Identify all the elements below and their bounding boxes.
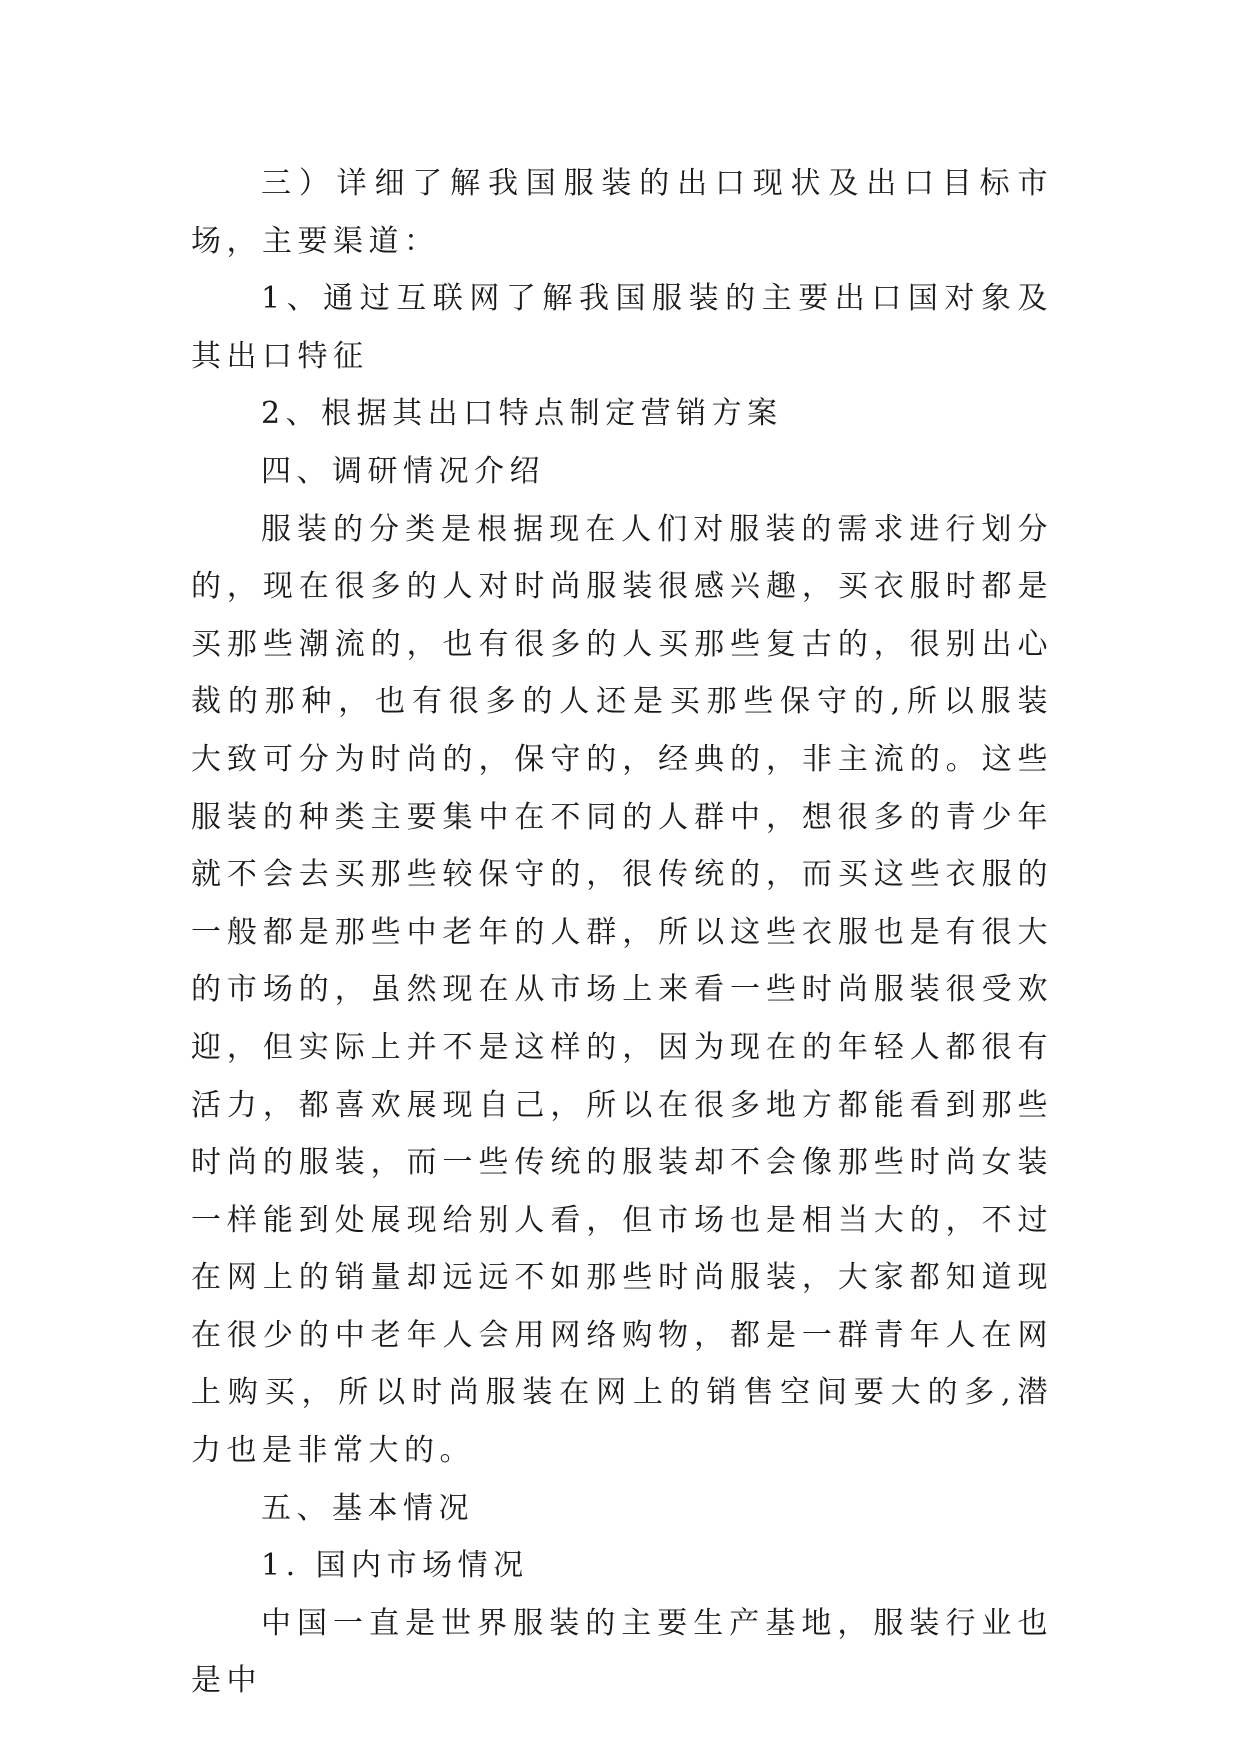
subheading-domestic-market: 1. 国内市场情况 (261, 1548, 529, 1584)
paragraph-item-2-marketing-plan: 2、根据其出口特点制定营销方案 (261, 396, 783, 432)
paragraph-china-production-base: 中国一直是世界服装的主要生产基地，服装行业也是中 (191, 1605, 1053, 1699)
section-heading-basic-situation: 五、基本情况 (261, 1490, 474, 1526)
section-heading-research-introduction: 四、调研情况介绍 (261, 453, 545, 489)
paragraph-export-research-channels: 三）详细了解我国服装的出口现状及出口目标市场，主要渠道： (191, 166, 1053, 259)
document-body (191, 155, 1053, 1710)
paragraph-item-1-internet: 1、通过互联网了解我国服装的主要出口国对象及其出口特征 (191, 281, 1053, 374)
paragraph-clothing-classification: 服装的分类是根据现在人们对服装的需求进行划分的，现在很多的人对时尚服装很感兴趣，买衣服时都是买那些潮流的，也有很多的人买那些复古的，很别出心裁的那种，也有很多的人还是买那些保守的,所以服装大致可分为时尚的，保守的，经典的，非主流的。这些服装的种类主要集中在不同的人群中，想很多的青少年就不会去买那些较保守的，很传统的，而买这些衣服的一般都是那些中老年的人群，所以这些衣服也是有很大的市场的，虽然现在从市场上来看一些时尚服装很受欢迎，但实际上并不是这样的，因为现在的年轻人都很有活力，都喜欢展现自己，所以在很多地方都能看到那些时尚的服装，而一些传统的服装却不会像那些时尚女装一样能到处展现给别人看，但市场也是相当大的，不过在网上的销量却远远不如那些时尚服装，大家都知道现在很少的中老年人会用网络购物，都是一群青年人在网上购买，所以时尚服装在网上的销售空间要大的多,潜力也是非常大的。 (191, 511, 1053, 1469)
